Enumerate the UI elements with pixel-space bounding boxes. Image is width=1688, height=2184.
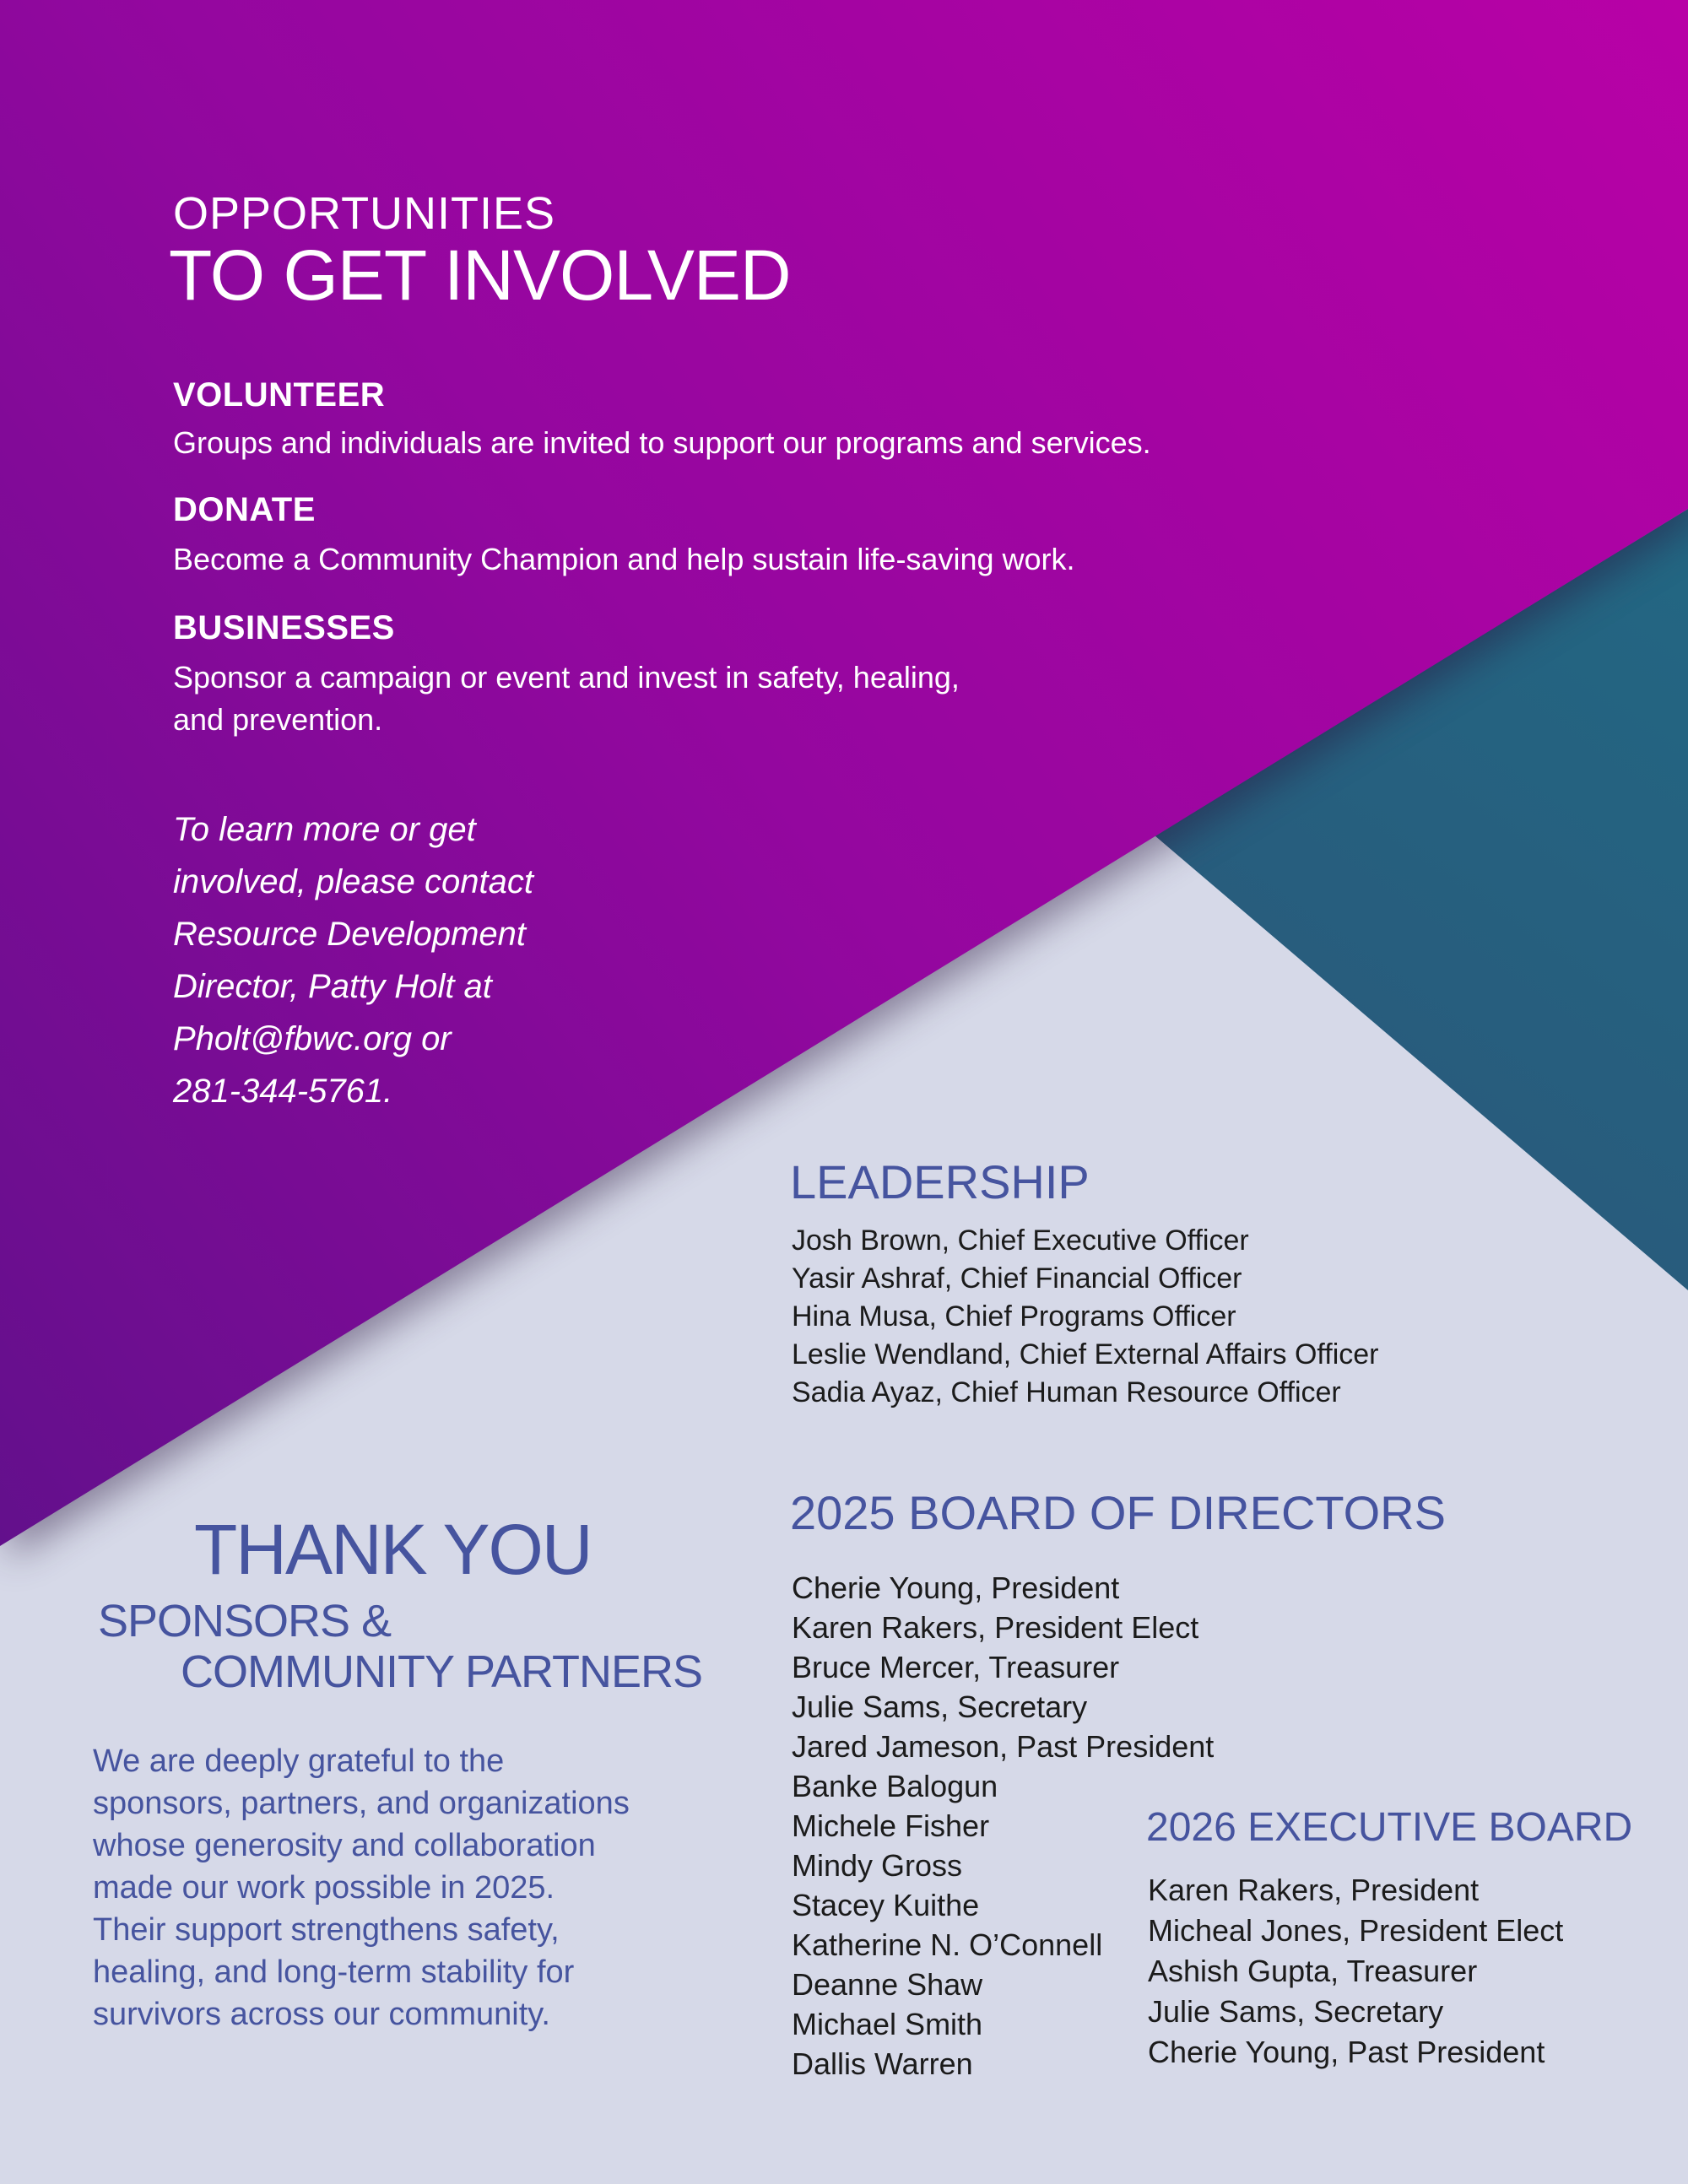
executive-member: Micheal Jones, President Elect	[1148, 1913, 1564, 1948]
board-2025-title: 2025 BOARD OF DIRECTORS	[790, 1486, 1446, 1539]
thank-you-title: THANK YOU	[194, 1510, 592, 1589]
board-member: Cherie Young, President	[792, 1570, 1120, 1605]
executive-member: Julie Sams, Secretary	[1148, 1994, 1444, 2029]
contact-note: To learn more or get involved, please contact Resource Development Director, Patty Holt at Pholt@fbwc.org or 281-344-5761.	[173, 811, 533, 1110]
board-member: Michael Smith	[792, 2007, 983, 2041]
leadership-title: LEADERSHIP	[790, 1155, 1090, 1208]
donate-heading: DONATE	[173, 491, 316, 528]
leadership-member: Josh Brown, Chief Executive Officer	[792, 1224, 1249, 1257]
board-member: Jared Jameson, Past President	[792, 1729, 1215, 1764]
businesses-heading: BUSINESSES	[173, 609, 395, 646]
leadership-list	[792, 1222, 1378, 1412]
board-member: Stacey Kuithe	[792, 1888, 980, 1922]
thank-you-message: We are deeply grateful to the sponsors, partners, and organizations whose generosity and collaboration made our work possible in 2025. Their support strengthens safety, healing, and long-term stability for survivors across our community.	[93, 1743, 630, 2032]
executive-member: Cherie Young, Past President	[1148, 2035, 1545, 2069]
board-member: Deanne Shaw	[792, 1967, 983, 2002]
volunteer-body: Groups and individuals are invited to support our programs and services.	[173, 425, 1151, 460]
board-member: Katherine N. O’Connell	[792, 1927, 1103, 1962]
executive-2026-title: 2026 EXECUTIVE BOARD	[1146, 1805, 1633, 1850]
executive-member: Ashish Gupta, Treasurer	[1148, 1954, 1478, 1988]
thank-you-partners: COMMUNITY PARTNERS	[181, 1646, 703, 1697]
board-member: Banke Balogun	[792, 1769, 998, 1803]
board-member: Michele Fisher	[792, 1808, 990, 1843]
leadership-member: Hina Musa, Chief Programs Officer	[792, 1300, 1236, 1333]
board-member: Bruce Mercer, Treasurer	[792, 1650, 1120, 1684]
leadership-member: Leslie Wendland, Chief External Affairs Officer	[792, 1338, 1379, 1370]
executive-member: Karen Rakers, President	[1148, 1873, 1480, 1907]
executive-2026-list	[1148, 1870, 1563, 2073]
board-member: Mindy Gross	[792, 1848, 963, 1883]
donate-body: Become a Community Champion and help sustain life-saving work.	[173, 542, 1075, 576]
board-member: Julie Sams, Secretary	[792, 1689, 1088, 1724]
opportunities-kicker: OPPORTUNITIES	[173, 188, 556, 239]
businesses-body: Sponsor a campaign or event and invest in safety, healing, and prevention.	[173, 660, 960, 737]
leadership-member: Sadia Ayaz, Chief Human Resource Officer	[792, 1376, 1341, 1408]
volunteer-heading: VOLUNTEER	[173, 376, 386, 414]
board-member: Dallis Warren	[792, 2046, 973, 2081]
board-member: Karen Rakers, President Elect	[792, 1610, 1199, 1645]
opportunities-title: TO GET INVOLVED	[169, 235, 791, 315]
leadership-member: Yasir Ashraf, Chief Financial Officer	[792, 1262, 1242, 1295]
thank-you-sponsors: SPONSORS &	[98, 1596, 392, 1646]
